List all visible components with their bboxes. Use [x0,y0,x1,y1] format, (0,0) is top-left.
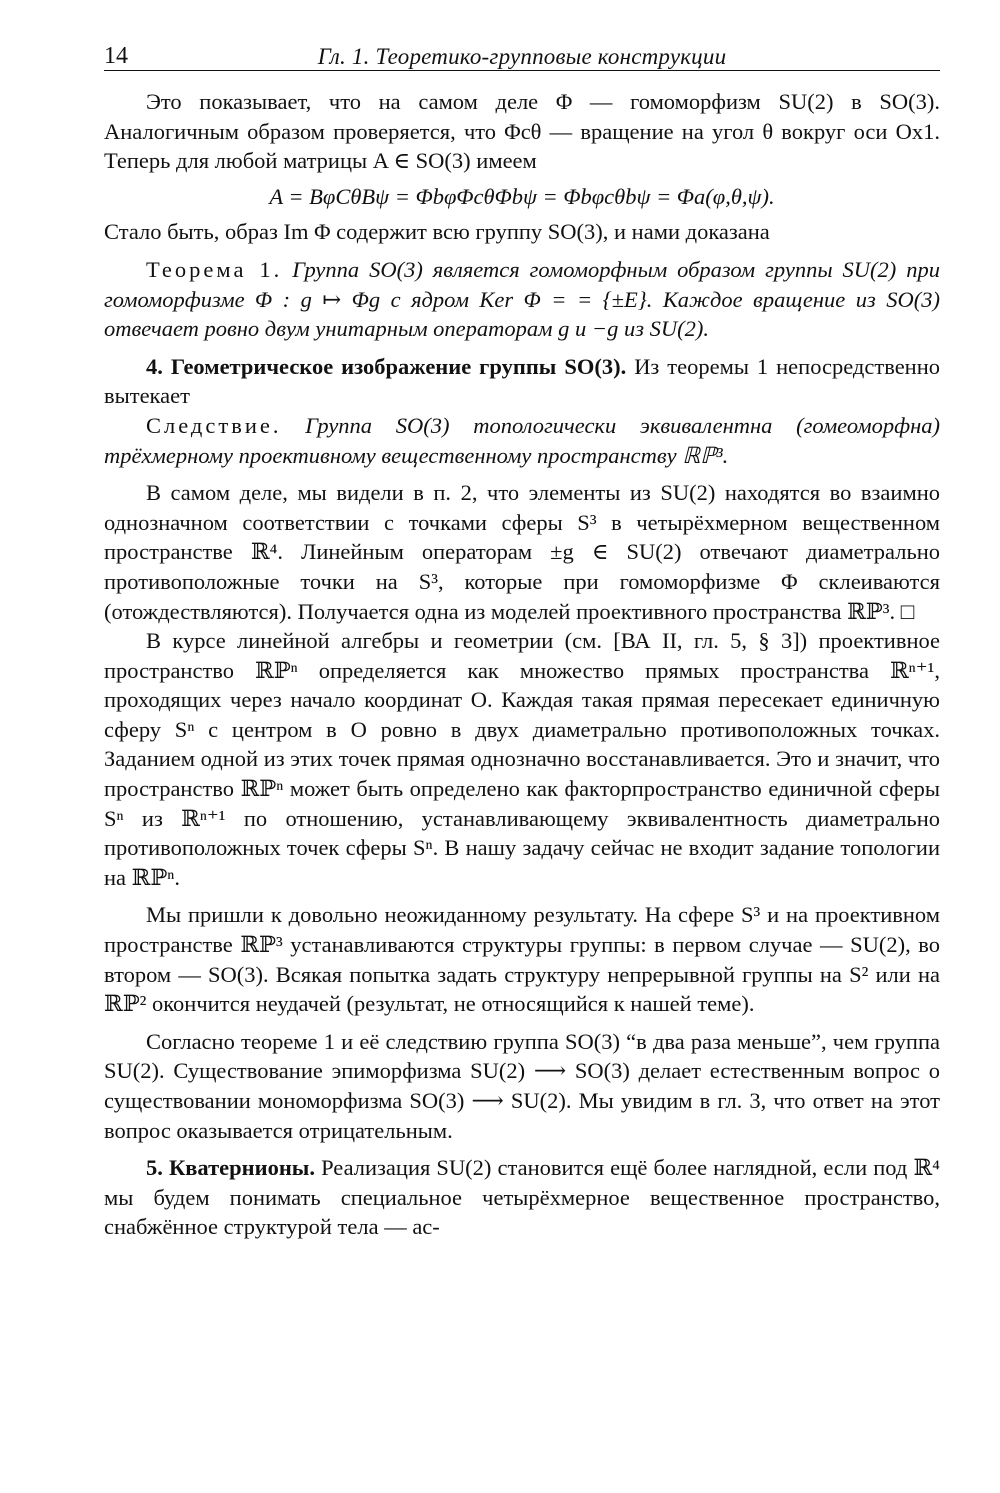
section-4-heading: 4. Геометрическое изображение группы SO(3). [146,353,627,379]
theorem-text: Группа SO(3) является гомоморфным образом группы SU(2) при гомоморфизме Φ : g ↦ Φg с ядром Ker Φ = = {±E}. Каждое вращение из SO(3) отвечает ровно двум унитарным операторам g и −g из SU(2). [104,256,941,342]
section-5-heading: 5. Кватернионы. [146,1155,315,1181]
corollary-text: Группа SO(3) топологически эквивалентна (гомеоморфна) трёхмерному проективному вещественному пространству ℝℙ³. [104,412,940,468]
paragraph-homomorphism: Это показывает, что на самом деле Φ — гомоморфизм SU(2) в SO(3). Аналогичным образом проверяется, что Φcθ — вращение на угол θ вокруг оси Ox1. Теперь для любой матрицы A ∈ SO(3) имеем [104,89,940,174]
section-4 [104,352,940,411]
paragraph-epimorphism: Согласно теореме 1 и её следствию группа SO(3) “в два раза меньше”, чем группа SU(2). Существование эпиморфизма SU(2) ⟶ SO(3) делает естественным вопрос о существовании мономорфизма SO(3) ⟶ SU(2). Мы увидим в гл. 3, что ответ на этот вопрос оказывается отрицательным. [104,1028,940,1143]
page-number: 14 [104,43,128,69]
section-5 [104,1153,940,1242]
paragraph-group-structures: Мы пришли к довольно неожиданному результату. На сфере S³ и на проективном пространстве ℝℙ³ устанавливаются структуры группы: в первом случае — SU(2), во втором — SO(3). Всякая попытка задать структуру непрерывной группы на S² или на ℝℙ² окончится неудачей (результат, не относящийся к нашей теме). [104,902,940,1017]
section-5-text: Реализация SU(2) становится ещё более наглядной, если под ℝ⁴ мы будем понимать специальное четырёхмерное вещественное пространство, снабжённое структурой тела — ас- [104,1155,940,1240]
running-title: Гл. 1. Теоретико-групповые конструкции [317,44,727,69]
running-header [104,36,940,71]
paragraph-image: Стало быть, образ Im Φ содержит всю группу SO(3), и нами доказана [104,219,770,245]
paragraph-projective-space: В курсе линейной алгебры и геометрии (см. [ВА II, гл. 5, § 3]) проективное пространство ℝℙⁿ определяется как множество прямых пространства ℝⁿ⁺¹, проходящих через начало координат O. Каждая такая прямая пересекает единичную сферу Sⁿ с центром в O ровно в двух диаметрально противоположных точках. Заданием одной из этих точек прямая однозначно восстанавливается. Это и значит, что пространство ℝℙⁿ может быть определено как факторпространство единичной сферы Sⁿ из ℝⁿ⁺¹ по отношению, устанавливающему эквивалентность диаметрально противоположных точек сферы Sⁿ. В нашу задачу сейчас не входит задание топологии на ℝℙⁿ. [104,628,940,890]
theorem-1 [104,255,940,344]
display-formula: A = BφCθBψ = ΦbφΦcθΦbψ = Φbφcθbψ = Φa(φ,θ,ψ). [269,183,775,209]
book-page [104,36,940,1242]
corollary-label: Следствие. [146,412,282,438]
paragraph-proof: В самом деле, мы видели в п. 2, что элементы из SU(2) находятся во взаимно однозначном соответствии с точками сферы S³ в четырёхмерном вещественном пространстве ℝ⁴. Линейным операторам ±g ∈ SU(2) отвечают диаметрально противоположные точки на S³, которые при гомоморфизме Φ склеиваются (отождествляются). Получается одна из моделей проективного пространства ℝℙ³. □ [104,480,940,624]
section-4-text: Из теоремы 1 непосредственно вытекает [104,353,941,409]
theorem-label: Теорема 1. [146,256,283,282]
corollary [104,411,940,470]
